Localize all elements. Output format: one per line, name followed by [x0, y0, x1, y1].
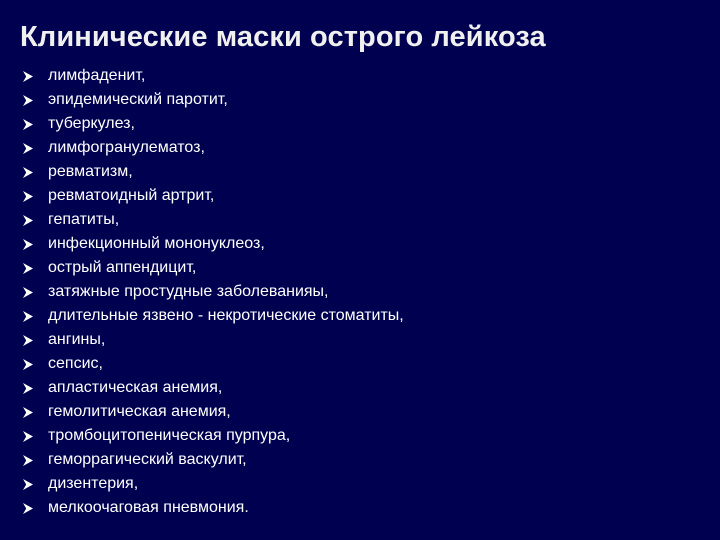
list-item — [22, 424, 404, 448]
arrowhead-bullet-icon — [22, 94, 48, 107]
arrowhead-bullet-icon — [22, 454, 48, 467]
arrowhead-bullet-icon — [22, 190, 48, 203]
list-item — [22, 256, 404, 280]
list-item-text: гемолитическая анемия, — [48, 403, 231, 420]
list-item-text: лимфогранулематоз, — [48, 139, 205, 156]
list-item-text: ревматоидный артрит, — [48, 187, 215, 204]
list-item — [22, 112, 404, 136]
list-item — [22, 160, 404, 184]
list-item-text: тромбоцитопеническая пурпура, — [48, 427, 291, 444]
list-item — [22, 136, 404, 160]
arrowhead-bullet-icon — [22, 262, 48, 275]
arrowhead-bullet-icon — [22, 382, 48, 395]
list-item-text: сепсис, — [48, 355, 103, 372]
list-item-text: затяжные простудные заболеванияы, — [48, 283, 329, 300]
list-item-text: эпидемический паротит, — [48, 91, 228, 108]
list-item — [22, 232, 404, 256]
list-item-text: дизентерия, — [48, 475, 139, 492]
list-item-text: гепатиты, — [48, 211, 120, 228]
list-item — [22, 64, 404, 88]
list-item-text: геморрагический васкулит, — [48, 451, 247, 468]
list-item-text: апластическая анемия, — [48, 379, 223, 396]
list-item-text: туберкулез, — [48, 115, 135, 132]
arrowhead-bullet-icon — [22, 166, 48, 179]
list-item — [22, 328, 404, 352]
list-item — [22, 184, 404, 208]
arrowhead-bullet-icon — [22, 286, 48, 299]
arrowhead-bullet-icon — [22, 238, 48, 251]
arrowhead-bullet-icon — [22, 334, 48, 347]
arrowhead-bullet-icon — [22, 142, 48, 155]
list-item — [22, 448, 404, 472]
list-item-text: острый аппендицит, — [48, 259, 197, 276]
arrowhead-bullet-icon — [22, 118, 48, 131]
list-item — [22, 472, 404, 496]
list-item-text: длительные язвено - некротические стоматиты, — [48, 307, 404, 324]
arrowhead-bullet-icon — [22, 358, 48, 371]
list-item-text: ангины, — [48, 331, 106, 348]
slide-title: Клинические маски острого лейкоза — [20, 21, 546, 53]
arrowhead-bullet-icon — [22, 502, 48, 515]
list-item-text: лимфаденит, — [48, 67, 146, 84]
list-item — [22, 496, 404, 520]
list-item — [22, 88, 404, 112]
list-item — [22, 208, 404, 232]
arrowhead-bullet-icon — [22, 214, 48, 227]
list-item — [22, 352, 404, 376]
arrowhead-bullet-icon — [22, 70, 48, 83]
arrowhead-bullet-icon — [22, 478, 48, 491]
list-item — [22, 280, 404, 304]
list-item-text: мелкоочаговая пневмония. — [48, 499, 249, 516]
arrowhead-bullet-icon — [22, 430, 48, 443]
arrowhead-bullet-icon — [22, 310, 48, 323]
list-item — [22, 304, 404, 328]
list-item-text: ревматизм, — [48, 163, 133, 180]
bullet-list — [22, 64, 404, 520]
list-item — [22, 376, 404, 400]
arrowhead-bullet-icon — [22, 406, 48, 419]
list-item-text: инфекционный мононуклеоз, — [48, 235, 265, 252]
list-item — [22, 400, 404, 424]
